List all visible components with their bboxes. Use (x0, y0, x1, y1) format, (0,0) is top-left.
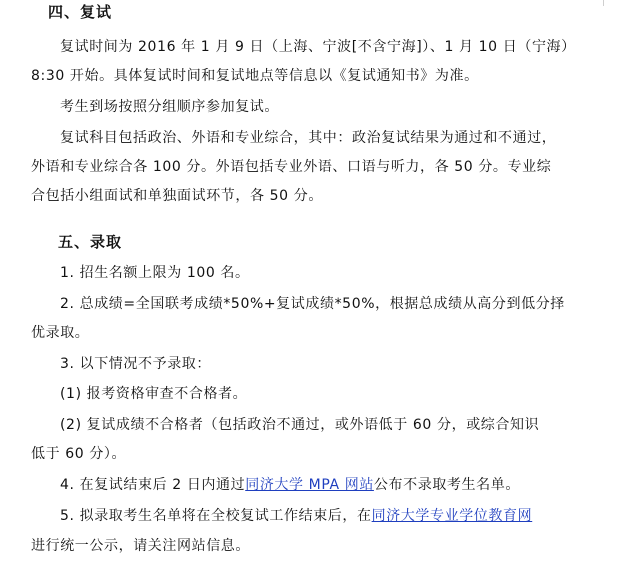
admission-item-5-line-2: 进行统一公示，请关注网站信息。 (31, 538, 250, 554)
section-5-heading: 五、录取 (58, 233, 123, 251)
admission-item-2-line-1: 2. 总成绩=全国联考成绩*50%+复试成绩*50%，根据总成绩从高分到低分择 (60, 296, 565, 312)
paragraph-4-3-line-1: 复试科目包括政治、外语和专业综合，其中：政治复试结果为通过和不通过， (60, 130, 557, 146)
paragraph-4-1-line-2: 8:30 开始。具体复试时间和复试地点等信息以《复试通知书》为准。 (31, 68, 479, 84)
admission-item-3: 3. 以下情况不予录取： (60, 356, 212, 372)
paragraph-4-3-line-3: 合包括小组面试和单独面试环节，各 50 分。 (31, 188, 323, 204)
admission-item-2-line-2: 优录取。 (31, 325, 90, 341)
paragraph-4-2-line-1: 考生到场按照分组顺序参加复试。 (60, 99, 279, 115)
page-edge-mark (603, 0, 604, 6)
admission-item-5-text-before: 5. 拟录取考生名单将在全校复试工作结束后，在 (60, 508, 372, 524)
admission-item-3-sub-2-line-2: 低于 60 分）。 (31, 446, 127, 462)
admission-item-4-text-before: 4. 在复试结束后 2 日内通过 (60, 477, 246, 493)
admission-item-3-sub-2-line-1: (2) 复试成绩不合格者（包括政治不通过，或外语低于 60 分，或综合知识 (60, 417, 540, 433)
admission-item-4-text-after: 公布不录取考生名单。 (373, 477, 520, 493)
admission-item-3-sub-1: (1) 报考资格审查不合格者。 (60, 386, 248, 402)
admission-item-4 (60, 475, 520, 495)
admission-item-5-line-1 (60, 506, 532, 526)
section-4-heading: 四、复试 (48, 3, 113, 21)
paragraph-4-3-line-2: 外语和专业综合各 100 分。外语包括专业外语、口语与听力，各 50 分。专业综 (31, 159, 552, 175)
paragraph-4-1-line-1: 复试时间为 2016 年 1 月 9 日（上海、宁波[不含宁海]）、1 月 10 日（宁海） (60, 39, 576, 55)
admission-item-1: 1. 招生名额上限为 100 名。 (60, 265, 250, 281)
tongji-professional-degree-website-link[interactable]: 同济大学专业学位教育网 (371, 508, 533, 524)
tongji-mpa-website-link[interactable]: 同济大学 MPA 网站 (245, 477, 374, 493)
